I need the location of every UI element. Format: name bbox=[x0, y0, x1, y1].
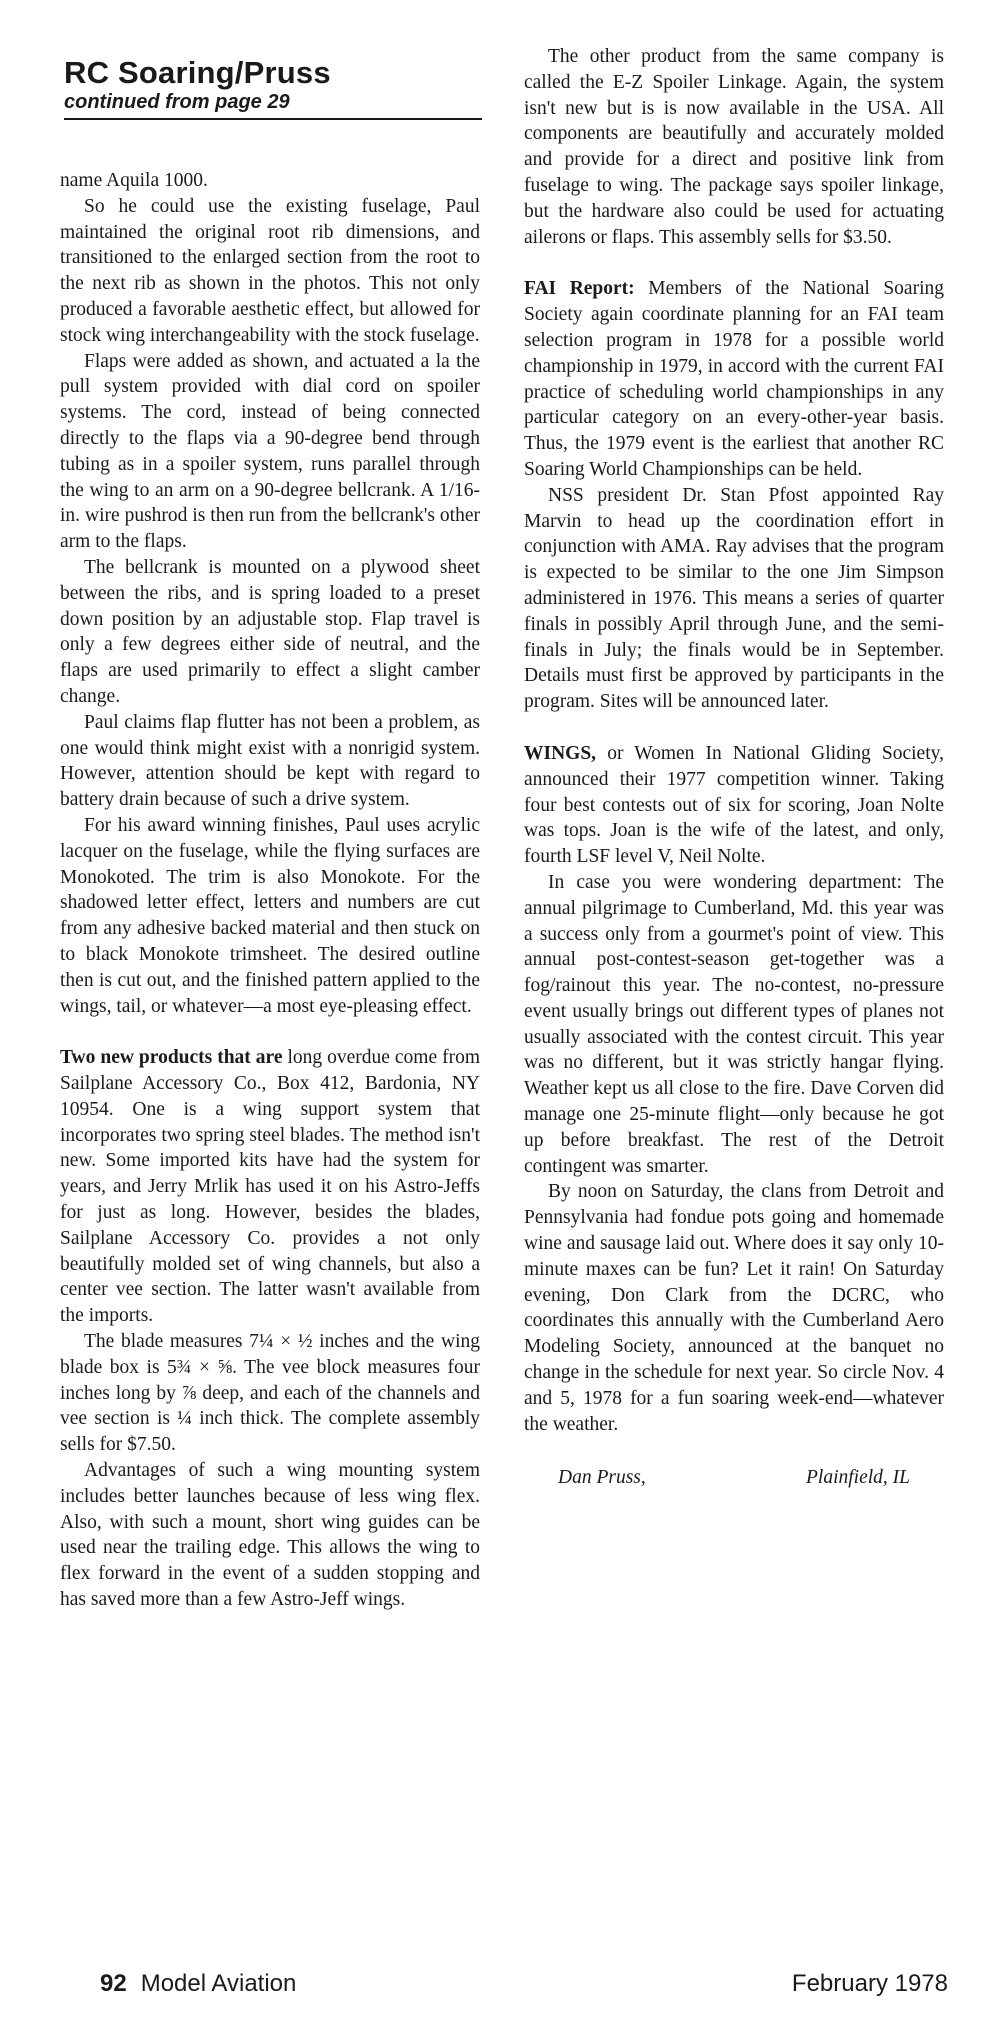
paragraph: In case you were wondering department: The annual pilgrimage to Cumberland, Md. this year was a success only from a gourmet's point of view. This annual post-contest-season get-together was a fog/rainout this year. The no-contest, no-pressure event usually brings out different types of planes not usually associated with the contest circuit. This year was no different, but it was strictly hangar flying. Weather kept us all close to the fire. Dave Corven did manage one 25-minute flight—only because he got up before breakfast. The rest of the Detroit contingent was smarter. bbox=[524, 871, 944, 1177]
section-body: Members of the National Soaring Society again coordinate planning for an FAI team selection program in 1978 for a possible world championship in 1979, in accord with the current FAI practice of scheduling world championships in any particular category on an every-other-year basis. Thus, the 1979 event is the earliest that another RC Soaring World Championships can be held. bbox=[524, 278, 944, 480]
section-body: or Women In National Gliding Society, announced their 1977 competition winner. Taking four best contests out of six for scoring, Joan Nolte was tops. Joan is the wife of the latest, and only, fourth LSF level V, Neil Nolte. bbox=[524, 742, 944, 868]
paragraph: name Aquila 1000. bbox=[60, 170, 208, 191]
paragraph: The other product from the same company is called the E-Z Spoiler Linkage. Again, the system isn't new but is is now available in the USA. All components are beautifully and accurately molded and provide for a direct and positive link from fuselage to wing. The package says spoiler linkage, but the hardware also could be used for actuating ailerons or flaps. This assembly sells for $3.50. bbox=[524, 46, 944, 248]
issue-date: February 1978 bbox=[791, 1970, 948, 1997]
footer-left bbox=[100, 1970, 296, 1998]
section-lead: WINGS, bbox=[524, 742, 597, 764]
section-body: long overdue come from Sailplane Accessory Co., Box 412, Bardonia, NY 10954. One is a wing support system that incorporates two spring steel blades. The method isn't new. Some imported kits have had the system for years, and Jerry Mrlik has used it on his Astro-Jeffs for just as long. However, besides the blades, Sailplane Accessory Co. provides a not only beautifully molded set of wing channels, but also a center vee section. The latter wasn't available from the imports. bbox=[60, 1047, 481, 1327]
magazine-name: Model Aviation bbox=[140, 1970, 297, 1997]
author-location: Plainfield, IL bbox=[806, 1467, 910, 1489]
products-section bbox=[60, 1045, 480, 1329]
wings-section bbox=[524, 741, 944, 870]
paragraph: The bellcrank is mounted on a plywood sheet between the ribs, and is spring loaded to a preset down position by an adjustable stop. Flap travel is only a few degrees either side of neutral, and the flaps are used primarily to effect a slight camber change. bbox=[60, 556, 480, 707]
paragraph: NSS president Dr. Stan Pfost appointed Ray Marvin to head up the coordination effort in conjunction with AMA. Ray advises that the program is expected to be similar to the one Jim Simpson administered in 1976. This means a series of quarter finals in possibly April through June, and the semi-finals in July; the finals would be in September. Details must first be approved by participants in the program. Sites will be announced later. bbox=[524, 484, 944, 713]
continued-note: continued from page 29 bbox=[64, 91, 290, 113]
column-header bbox=[64, 56, 482, 120]
author-name: Dan Pruss, bbox=[558, 1467, 646, 1489]
paragraph: Paul claims flap flutter has not been a problem, as one would think might exist with a nonrigid system. However, attention should be kept with regard to battery drain because of such a drive system. bbox=[60, 711, 480, 811]
fai-report-section bbox=[524, 276, 944, 482]
paragraph: The blade measures 7¼ × ½ inches and the wing blade box is 5¾ × ⅝. The vee block measures four inches long by ⅞ deep, and each of the channels and vee section is ¼ inch thick. The complete assembly sells for $7.50. bbox=[60, 1331, 480, 1456]
right-column bbox=[524, 44, 944, 1491]
byline bbox=[524, 1465, 944, 1491]
paragraph: Flaps were added as shown, and actuated a la the pull system provided with dial cord on spoiler systems. The cord, instead of being connected directly to the flaps via a 90-degree bend through tubing as in a spoiler system, runs parallel through the wing to an arm on a 90-degree bellcrank. A 1/16-in. wire pushrod is then run from the bellcrank's other arm to the flaps. bbox=[60, 350, 480, 553]
paragraph: So he could use the existing fuselage, Paul maintained the original root rib dimensions, and transitioned to the enlarged section from the root to the next rib as shown in the photos. This not only produced a favorable aesthetic effect, but allowed for stock wing interchangeability with the stock fuselage. bbox=[60, 195, 480, 346]
page-number: 92 bbox=[100, 1970, 127, 1997]
paragraph: Advantages of such a wing mounting system includes better launches because of less wing flex. Also, with such a mount, short wing guides can be used near the trailing edge. This allows the wing to flex forward in the event of a sudden stopping and has saved more than a few Astro-Jeff wings. bbox=[60, 1460, 480, 1611]
paragraph: By noon on Saturday, the clans from Detroit and Pennsylvania had fondue pots going and homemade wine and sausage laid out. Where does it say only 10-minute maxes can be fun? Let it rain! On Saturday evening, Don Clark from the DCRC, who coordinates this annually with the Cumberland Aero Modeling Society, announced at the banquet no change in the schedule for next year. So circle Nov. 4 and 5, 1978 for a fun soaring week-end—whatever the weather. bbox=[524, 1181, 944, 1435]
page-title: RC Soaring/Pruss bbox=[64, 55, 331, 90]
section-lead: FAI Report: bbox=[524, 278, 635, 300]
section-lead: Two new products that are bbox=[60, 1047, 283, 1069]
left-column bbox=[60, 168, 480, 1613]
paragraph: For his award winning finishes, Paul uses acrylic lacquer on the fuselage, while the flying surfaces are Monokoted. The trim is also Monokote. For the shadowed letter effect, letters and numbers are cut from any adhesive backed material and then stuck on to black Monokote trimsheet. The desired outline then is cut out, and the finished pattern applied to the wings, tail, or whatever—a most eye-pleasing effect. bbox=[60, 814, 480, 1017]
